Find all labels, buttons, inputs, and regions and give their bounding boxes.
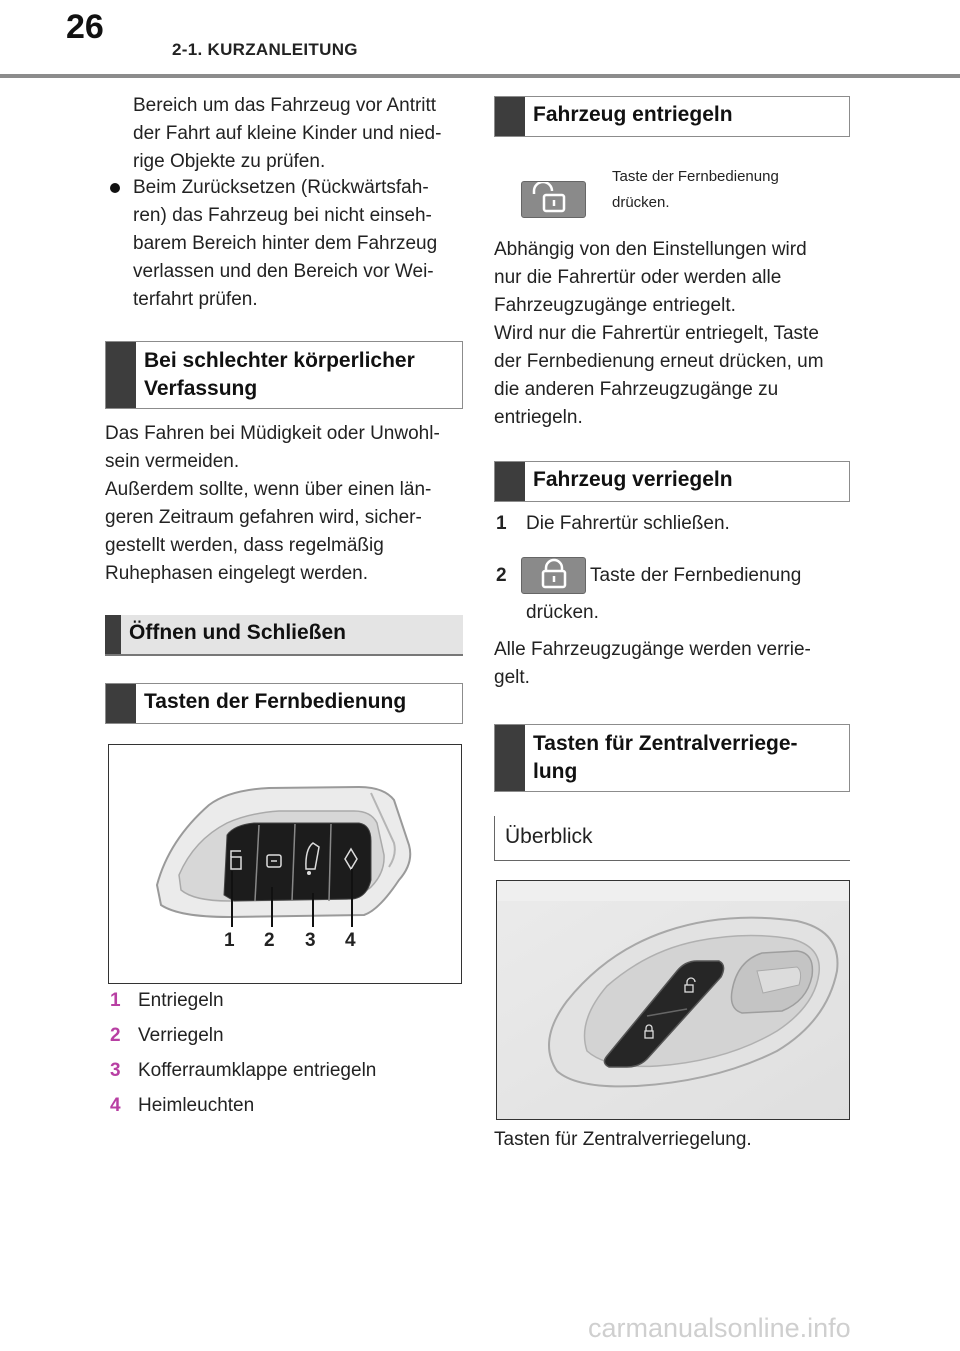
bullet-dot <box>110 183 120 193</box>
para-fatigue: Das Fahren bei Müdigkeit oder Unwohl- sein vermeiden. <box>105 423 440 472</box>
header-rule <box>0 74 960 78</box>
heading-bar <box>495 725 525 791</box>
section-heading <box>105 615 463 656</box>
figure-number-3: 3 <box>305 930 316 951</box>
figure-number-4: 4 <box>345 930 356 951</box>
legend-text: Entriegeln <box>138 990 224 1011</box>
section-bar <box>105 615 121 654</box>
heading-title: Tasten für Zentralverriege- lung <box>533 732 798 783</box>
unlock-icon <box>522 182 585 217</box>
lock-button-graphic <box>521 557 586 594</box>
heading-title: Tasten der Fernbedienung <box>144 690 407 713</box>
unlock-para-2: Wird nur die Fahrertür entriegelt, Taste der Fernbedienung erneut drücken, um die anderen Fahrzeugzugänge zu entriegeln. <box>494 323 824 428</box>
key-fob-figure <box>108 744 462 984</box>
heading-box-condition <box>105 341 463 409</box>
heading-bar <box>495 462 525 501</box>
page-number: 26 <box>66 8 104 46</box>
legend-number: 1 <box>110 990 121 1011</box>
legend-text: Kofferraumklappe entriegeln <box>138 1060 377 1081</box>
step-text-2: Taste der Fernbedienung <box>590 565 802 586</box>
heading-box-unlock <box>494 96 850 137</box>
unlock-para-1: Abhängig von den Einstellungen wird nur die Fahrertür oder werden alle Fahrzeugzugänge entriegelt. <box>494 239 807 316</box>
figure-caption: Tasten für Zentralverriegelung. <box>494 1129 752 1150</box>
heading-box-central <box>494 724 850 792</box>
heading-title: Fahrzeug entriegeln <box>533 103 733 126</box>
heading-bar <box>495 97 525 136</box>
central-lock-figure <box>496 880 850 1120</box>
step-text-2-cont: drücken. <box>526 602 599 623</box>
overview-rule-horizontal <box>494 860 850 861</box>
overview-rule-vertical <box>494 816 495 861</box>
watermark: carmanualsonline.info <box>588 1313 851 1343</box>
step-number-2: 2 <box>496 565 507 586</box>
step-number-1: 1 <box>496 513 507 534</box>
bullet-text: Beim Zurücksetzen (Rückwärtsfah- ren) das Fahrzeug bei nicht einseh- barem Bereich hinter dem Fahrzeug verlassen und den Bereich vor Wei- terfahrt prüfen. <box>133 177 438 310</box>
intro-text: Bereich um das Fahrzeug vor Antritt der Fahrt auf kleine Kinder und nied- rige Objekte zu prüfen. <box>133 95 442 172</box>
overview-title: Überblick <box>505 825 593 848</box>
figure-number-1: 1 <box>224 930 235 951</box>
unlock-hint: Taste der Fernbedienung drücken. <box>612 168 779 211</box>
unlock-button-graphic <box>521 181 586 218</box>
para-rest: Außerdem sollte, wenn über einen län- geren Zeitraum gefahren wird, sicher- gestellt werden, dass regelmäßig Ruhephasen eingelegt werden. <box>105 479 432 584</box>
legend-text: Verriegeln <box>138 1025 224 1046</box>
legend-number: 4 <box>110 1095 121 1116</box>
figure-number-2: 2 <box>264 930 275 951</box>
step-text-1: Die Fahrertür schließen. <box>526 513 730 534</box>
heading-box-lock <box>494 461 850 502</box>
heading-box-remote <box>105 683 463 724</box>
legend-number: 2 <box>110 1025 121 1046</box>
section-title: Öffnen und Schließen <box>129 621 347 644</box>
key-fob-illustration <box>109 745 461 983</box>
legend-text: Heimleuchten <box>138 1095 255 1116</box>
heading-title: Fahrzeug verriegeln <box>533 468 733 491</box>
legend-number: 3 <box>110 1060 121 1081</box>
chapter-title: 2-1. KURZANLEITUNG <box>172 40 358 59</box>
heading-title: Bei schlechter körperlicher Verfassung <box>144 349 415 400</box>
lock-icon <box>522 558 585 593</box>
heading-bar <box>106 684 136 723</box>
lock-result: Alle Fahrzeugzugänge werden verrie- gelt. <box>494 639 811 688</box>
door-panel-illustration <box>497 881 849 1119</box>
heading-bar <box>106 342 136 408</box>
